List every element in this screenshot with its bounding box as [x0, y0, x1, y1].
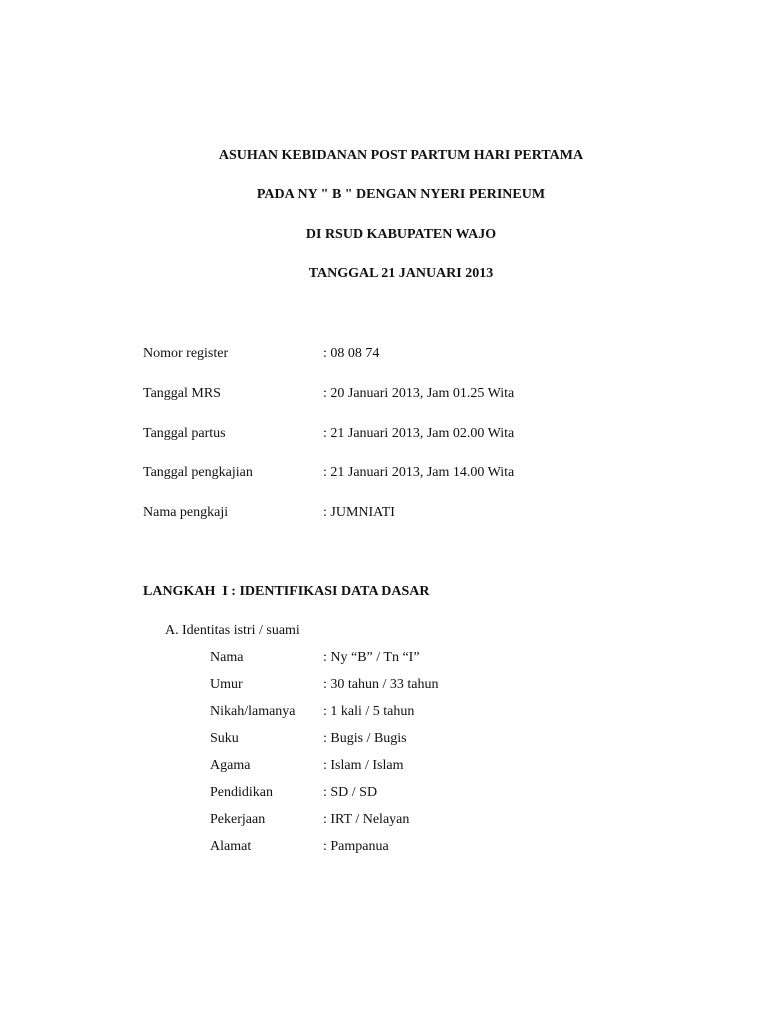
identity-label: Alamat [210, 839, 252, 854]
identity-value: : Pampanua [323, 839, 389, 854]
identity-label: Nikah/lamanya [210, 704, 296, 719]
registration-label: Nama pengkaji [143, 505, 229, 520]
registration-value: : 08 08 74 [323, 346, 380, 361]
document-title-line-4: TANGGAL 21 JANUARI 2013 [308, 266, 494, 281]
subsection-title [165, 622, 300, 640]
registration-value: : JUMNIATI [323, 505, 395, 520]
identity-value: : 30 tahun / 33 tahun [323, 677, 439, 692]
document-title-line-1: ASUHAN KEBIDANAN POST PARTUM HARI PERTAMA [218, 148, 584, 163]
registration-value: : 21 Januari 2013, Jam 02.00 Wita [323, 426, 515, 441]
identity-value: : Ny “B” / Tn “I” [323, 650, 420, 665]
section-heading: LANGKAH I : IDENTIFIKASI DATA DASAR [143, 584, 430, 599]
identity-value: : IRT / Nelayan [323, 812, 410, 827]
registration-value: : 21 Januari 2013, Jam 14.00 Wita [323, 465, 515, 480]
identity-value: : 1 kali / 5 tahun [323, 704, 415, 719]
identity-value: : Islam / Islam [323, 758, 404, 773]
registration-label: Tanggal partus [143, 426, 226, 441]
identity-label: Agama [210, 758, 251, 773]
registration-label: Nomor register [143, 346, 229, 361]
identity-value: : SD / SD [323, 785, 378, 800]
registration-value: : 20 Januari 2013, Jam 01.25 Wita [323, 386, 515, 401]
identity-label: Umur [210, 677, 243, 692]
identity-label: Suku [210, 731, 239, 746]
identity-label: Pekerjaan [210, 812, 266, 827]
identity-label: Nama [210, 650, 244, 665]
list-marker: A. [165, 623, 179, 638]
identity-value: : Bugis / Bugis [323, 731, 407, 746]
document-title-line-3: DI RSUD KABUPATEN WAJO [305, 227, 497, 242]
identity-label: Pendidikan [210, 785, 273, 800]
subsection-label: Identitas istri / suami [182, 623, 300, 638]
document-title-line-2: PADA NY " B " DENGAN NYERI PERINEUM [256, 187, 546, 202]
registration-label: Tanggal MRS [143, 386, 221, 401]
registration-label: Tanggal pengkajian [143, 465, 253, 480]
